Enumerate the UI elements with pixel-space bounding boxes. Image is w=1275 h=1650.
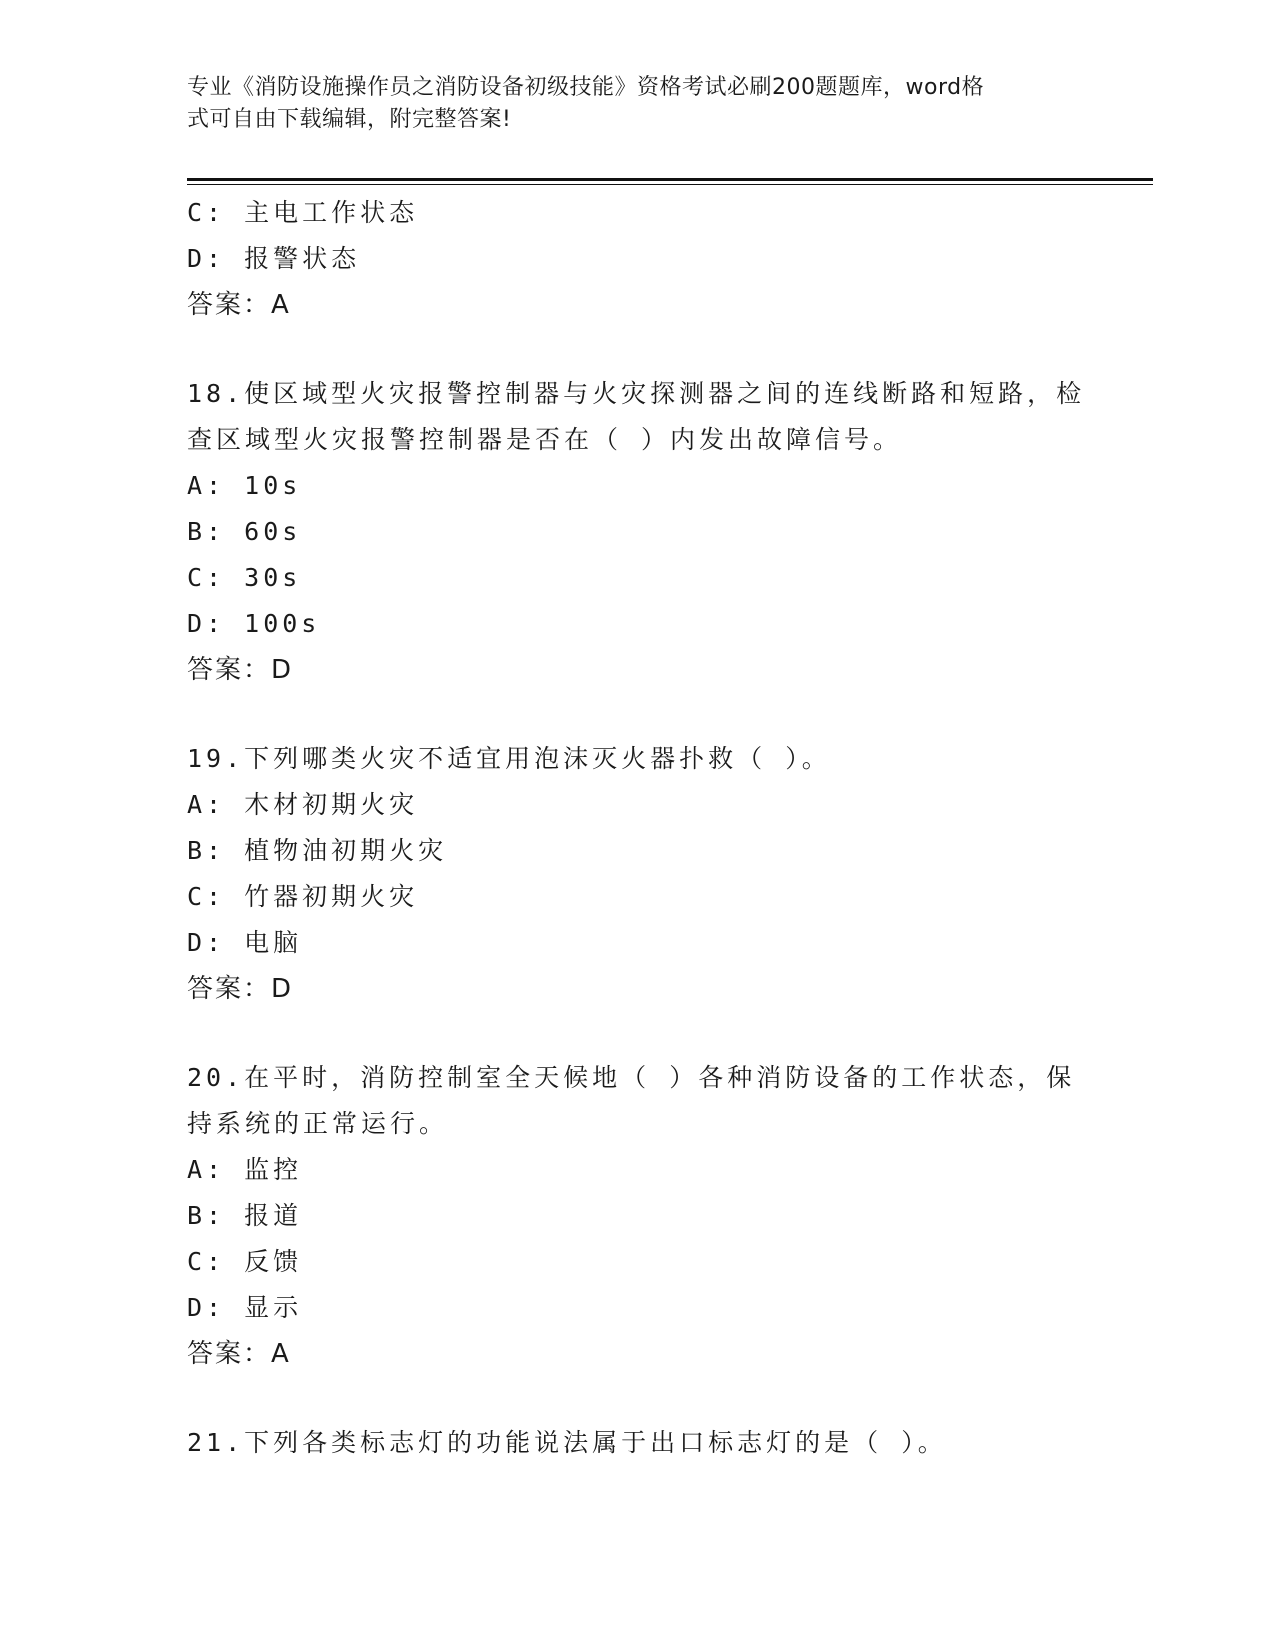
option-c: C: 竹器初期火灾 [187, 882, 419, 911]
answer: 答案：D [187, 974, 294, 1004]
option-d: D: 电脑 [187, 928, 303, 957]
question-20 [187, 1055, 1087, 1377]
question-19 [187, 736, 1087, 1012]
header-divider-thin [187, 184, 1153, 185]
option-b: B: 60s [187, 517, 302, 546]
option-a: A: 10s [187, 471, 302, 500]
answer: 答案：A [187, 1339, 291, 1369]
option-c: C: 主电工作状态 [187, 198, 419, 227]
header-divider-thick [187, 178, 1153, 181]
option-a: A: 木材初期火灾 [187, 790, 419, 819]
option-c: C: 反馈 [187, 1247, 303, 1276]
question-stem-line-1: 18.使区域型火灾报警控制器与火灾探测器之间的连线断路和短路，检 [187, 379, 1086, 408]
document-header [187, 72, 1067, 136]
question-18 [187, 371, 1087, 693]
question-list [187, 190, 1087, 1466]
answer: 答案：D [187, 655, 294, 685]
question-stem-line-2: 查区域型火灾报警控制器是否在（ ）内发出故障信号。 [187, 425, 903, 454]
question-stem-line-1: 21.下列各类标志灯的功能说法属于出口标志灯的是（ ）。 [187, 1428, 947, 1457]
question-stem-line-1: 19.下列哪类火灾不适宜用泡沫灭火器扑救（ ）。 [187, 744, 831, 773]
option-d: D: 显示 [187, 1293, 303, 1322]
answer: 答案：A [187, 290, 291, 320]
option-b: B: 植物油初期火灾 [187, 836, 448, 865]
header-line-2: 式可自由下载编辑，附完整答案! [187, 107, 512, 132]
header-line-1: 专业《消防设施操作员之消防设备初级技能》资格考试必刷200题题库，word格 [187, 75, 985, 100]
option-c: C: 30s [187, 563, 302, 592]
question-21 [187, 1420, 1087, 1466]
option-b: B: 报道 [187, 1201, 303, 1230]
option-d: D: 报警状态 [187, 244, 361, 273]
option-a: A: 监控 [187, 1155, 303, 1184]
question-17 [187, 190, 1087, 328]
option-d: D: 100s [187, 609, 321, 638]
question-stem-line-1: 20.在平时，消防控制室全天候地（ ）各种消防设备的工作状态，保 [187, 1063, 1076, 1092]
question-stem-line-2: 持系统的正常运行。 [187, 1109, 449, 1138]
